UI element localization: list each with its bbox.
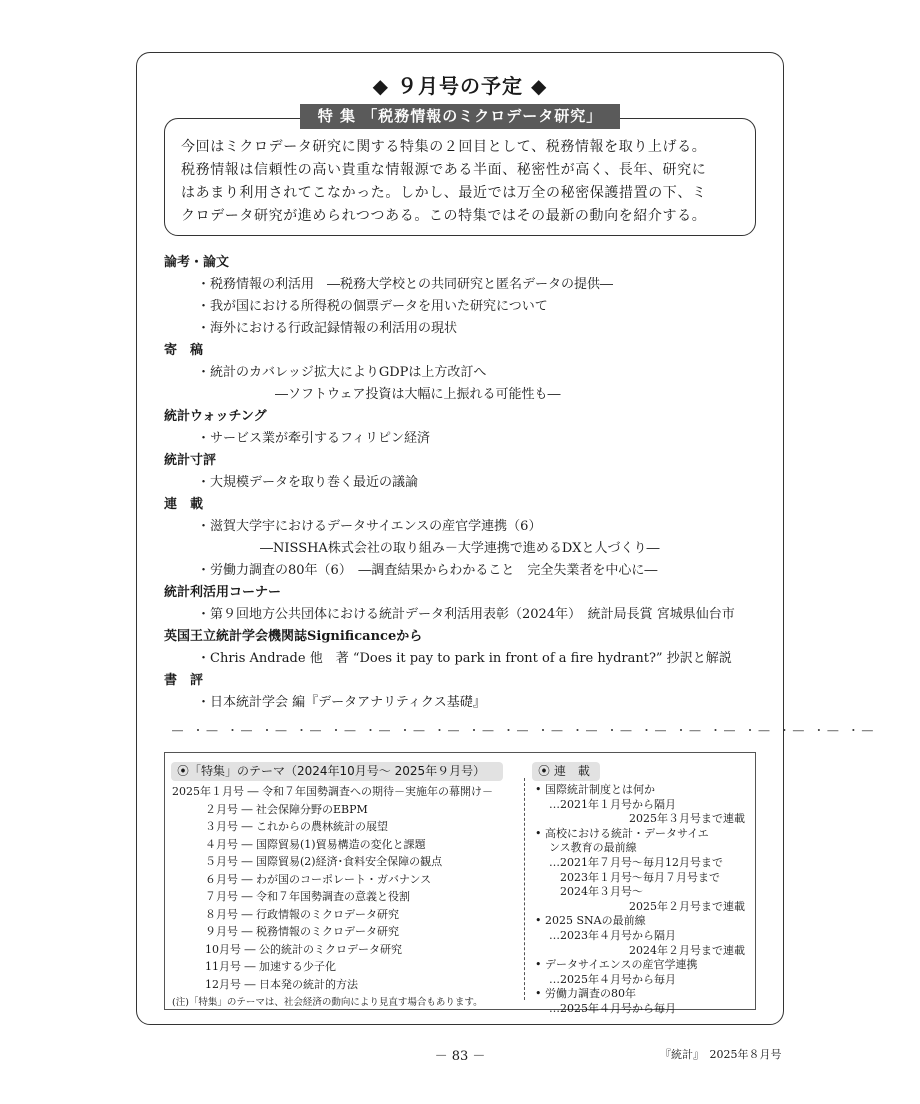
theme-row: ３月号 ― これからの農林統計の展望 bbox=[172, 820, 388, 833]
theme-row: ２月号 ― 社会保障分野のEBPM bbox=[172, 802, 368, 816]
section-heading: 統計寸評 bbox=[164, 453, 217, 468]
section-heading: 統計ウォッチング bbox=[164, 409, 267, 424]
feature-themes-heading: ⦿「特集」のテーマ（2024年10月号～ 2025年９月号） bbox=[171, 762, 503, 781]
theme-row: ６月号 ― わが国のコーポレート・ガバナンス bbox=[172, 872, 432, 886]
page-title: ◆ ９月号の予定 ◆ bbox=[372, 74, 548, 98]
article-item: ・滋賀大学宇におけるデータサイエンスの産官学連携（6） bbox=[197, 519, 542, 534]
serials-list bbox=[535, 783, 753, 1017]
serial-row: • 労働力調査の80年 bbox=[535, 987, 636, 1001]
feature-line: 税務情報は信頼性の高い貴重な情報源である半面、秘密性が高く、長年、研究に bbox=[181, 162, 707, 178]
article-item: ―ソフトウェア投資は大幅に上振れる可能性も― bbox=[275, 387, 561, 402]
serial-row: • 2025 SNAの最前線 bbox=[535, 914, 646, 928]
article-item: ・サービス業が牽引するフィリピン経済 bbox=[197, 431, 430, 446]
feature-label: 特 集 「税務情報のミクロデータ研究」 bbox=[300, 104, 620, 129]
section-heading: 寄 稿 bbox=[164, 343, 204, 358]
article-item: ・統計のカバレッジ拡大によりGDPは上方改訂へ bbox=[197, 365, 487, 380]
serials-heading: ⦿ 連 載 bbox=[532, 762, 600, 781]
serial-row: 2023年１月号～毎月７月号まで bbox=[549, 870, 720, 884]
theme-row: 12月号 ― 日本発の統計的方法 bbox=[172, 977, 358, 991]
article-item: ・大規模データを取り巻く最近の議論 bbox=[197, 475, 419, 490]
section-heading: 統計利活用コーナー bbox=[164, 585, 282, 600]
journal-footer: 『統計』 2025年８月号 bbox=[660, 1048, 782, 1061]
article-item: ・第９回地方公共団体における統計データ利活用表彰（2024年） 統計局長賞 宮城県仙台市 bbox=[197, 607, 735, 622]
themes-note: (注)「特集」のテーマは、社会経済の動向により見直す場合もあります。 bbox=[172, 997, 483, 1008]
feature-description bbox=[181, 136, 743, 228]
theme-row: 2025年１月号 ― 令和７年国勢調査への期待－実施年の幕開け－ bbox=[172, 785, 493, 798]
article-item: ・我が国における所得税の個票データを用いた研究について bbox=[197, 299, 548, 314]
article-item: ・Chris Andrade 他 著 “Does it pay to park in front of a fire hydrant?” 抄訳と解説 bbox=[197, 651, 732, 666]
serial-row: 2025年２月号まで連載 bbox=[629, 899, 745, 913]
dashed-divider: ― ・― ・― ・― ・― ・― ・― ・― ・― ・― ・― ・― ・― ・― ・― ・― ・― ・― ・― ・― ・― bbox=[172, 724, 876, 737]
theme-row: ９月号 ― 税務情報のミクロデータ研究 bbox=[172, 925, 399, 938]
feature-line: はあまり利用されてこなかった。しかし、最近では万全の秘密保護措置の下、ミ bbox=[181, 185, 707, 201]
serial-row: 2024年２月号まで連載 bbox=[629, 943, 745, 957]
serial-row: 2025年３月号まで連載 bbox=[629, 812, 745, 826]
serial-row: …2021年１月号から隔月 bbox=[549, 797, 676, 811]
article-item: ・税務情報の利活用 ―税務大学校との共同研究と匿名データの提供― bbox=[197, 277, 614, 292]
article-item: ・労働力調査の80年（6） ―調査結果からわかること 完全失業者を中心に― bbox=[197, 563, 658, 578]
feature-line: 今回はミクロデータ研究に関する特集の２回目として、税務情報を取り上げる。 bbox=[181, 139, 707, 155]
serial-row: ンス教育の最前線 bbox=[549, 841, 637, 855]
theme-row: 10月号 ― 公的統計のミクロデータ研究 bbox=[172, 942, 402, 956]
section-heading: 書 評 bbox=[164, 673, 204, 688]
article-item: ・日本統計学会 編『データアナリティクス基礎』 bbox=[197, 695, 486, 710]
feature-line: クロデータ研究が進められつつある。この特集ではその最新の動向を紹介する。 bbox=[181, 208, 707, 224]
serial-row: …2025年４月号から毎月 bbox=[549, 1001, 676, 1015]
theme-row: ８月号 ― 行政情報のミクロデータ研究 bbox=[172, 907, 399, 921]
serial-row: • 国際統計制度とは何か bbox=[535, 783, 655, 796]
column-divider bbox=[524, 778, 525, 1000]
serial-row: 2024年３月号～ bbox=[549, 885, 643, 899]
section-heading: 連 載 bbox=[164, 497, 204, 512]
theme-row: ４月号 ― 国際貿易(1)貿易構造の変化と課題 bbox=[172, 837, 426, 851]
serial-row: …2023年４月号から隔月 bbox=[549, 928, 676, 942]
theme-row: ７月号 ― 令和７年国勢調査の意義と役割 bbox=[172, 890, 410, 903]
theme-row: 11月号 ― 加速する少子化 bbox=[172, 960, 336, 973]
serial-row: …2025年４月号から毎月 bbox=[549, 972, 676, 986]
table-of-contents bbox=[164, 252, 764, 714]
serial-row: …2021年７月号～毎月12月号まで bbox=[549, 855, 723, 869]
page-number: － 83 － bbox=[434, 1049, 486, 1064]
theme-row: ５月号 ― 国際貿易(2)経済･食料安全保障の観点 bbox=[172, 855, 443, 868]
section-heading: 論考・論文 bbox=[164, 255, 230, 270]
section-heading: 英国王立統計学会機関誌Significanceから bbox=[164, 629, 423, 644]
article-item: ・海外における行政記録情報の利活用の現状 bbox=[197, 321, 458, 336]
serial-row: • 高校における統計・データサイエ bbox=[535, 826, 709, 840]
feature-themes-list bbox=[172, 783, 517, 1008]
article-item: ―NISSHA株式会社の取り組み－大学連携で進めるDXと人づくり― bbox=[260, 541, 660, 556]
serial-row: • データサイエンスの産官学連携 bbox=[535, 958, 698, 972]
